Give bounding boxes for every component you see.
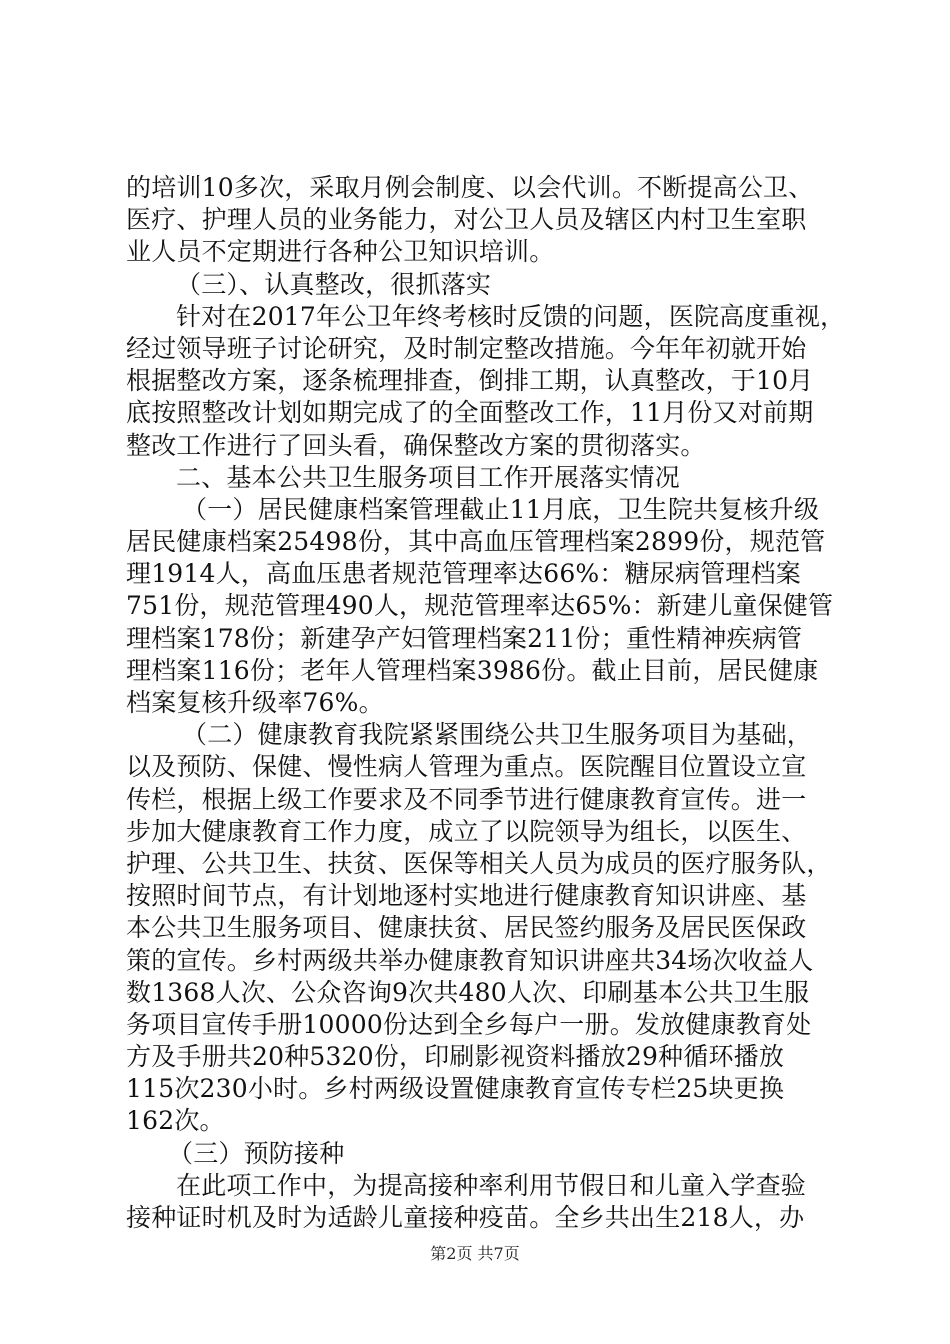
text-line: 数1368人次、公众咨询9次共480人次、印刷基本公共卫生服 [126,977,810,1007]
text-line: 居民健康档案25498份，其中高血压管理档案2899份，规范管 [126,527,826,557]
text-line: 医疗、护理人员的业务能力，对公卫人员及辖区内村卫生室职 [126,205,807,235]
text-line: 根据整改方案，逐条梳理排查，倒排工期，认真整改，于10月 [126,366,814,396]
text-line: 底按照整改计划如期完成了的全面整改工作，11月份又对前期 [126,398,814,428]
text-line: 业人员不定期进行各种公卫知识培训。 [126,237,555,267]
text-line: 在此项工作中，为提高接种率利用节假日和儿童入学查验 [176,1170,807,1200]
text-line: 步加大健康教育工作力度，成立了以院领导为组长，以医生、 [126,816,807,846]
text-line: 按照时间节点，有计划地逐村实地进行健康教育知识讲座、基 [126,881,807,911]
text-line: 理档案116份；老年人管理档案3986份。截止目前，居民健康 [126,655,819,685]
text-line: 本公共卫生服务项目、健康扶贫、居民签约服务及居民医保政 [126,913,807,943]
text-line: 方及手册共20种5320份，印刷影视资料播放29种循环播放 [126,1042,785,1072]
section-heading: 二、基本公共卫生服务项目工作开展落实情况 [176,462,681,492]
text-line: （一）居民健康档案管理截止11月底，卫生院共复核升级 [182,494,820,524]
text-line: （二）健康教育我院紧紧围绕公共卫生服务项目为基础， [182,720,813,750]
text-line: 护理、公共卫生、扶贫、医保等相关人员为成员的医疗服务队， [126,848,832,878]
section-heading: （三）预防接种 [168,1138,345,1168]
text-line: 理档案178份；新建孕产妇管理档案211份；重性精神疾病管 [126,623,803,653]
text-line: 策的宣传。乡村两级共举办健康教育知识讲座共34场次收益人 [126,945,814,975]
text-line: 针对在2017年公卫年终考核时反馈的问题，医院高度重视， [176,301,846,331]
document-body [126,172,846,1234]
page-number: 第2页 共7页 [430,1244,520,1263]
text-line: 经过领导班子讨论研究，及时制定整改措施。今年年初就开始 [126,333,807,363]
text-line: 162次。 [126,1106,225,1136]
text-line: 务项目宣传手册10000份达到全乡每户一册。发放健康教育处 [126,1009,812,1039]
page-footer [0,1244,950,1264]
text-line: 传栏，根据上级工作要求及不同季节进行健康教育宣传。进一 [126,784,807,814]
text-line: 的培训10多次，采取月例会制度、以会代训。不断提高公卫、 [126,173,814,202]
section-heading: （三）、认真整改，很抓落实 [176,269,492,299]
text-line: 以及预防、保健、慢性病人管理为重点。医院醒目位置设立宣 [126,752,807,782]
text-line: 751份，规范管理490人，规范管理率达65%：新建儿童保健管 [126,591,834,621]
text-line: 理1914人，高血压患者规范管理率达66%：糖尿病管理档案 [126,559,801,589]
text-line: 115次230小时。乡村两级设置健康教育宣传专栏25块更换 [126,1074,785,1104]
text-line: 接种证时机及时为适龄儿童接种疫苗。全乡共出生218人，办 [126,1203,805,1232]
text-line: 档案复核升级率76%。 [126,688,384,717]
text-line: 整改工作进行了回头看，确保整改方案的贯彻落实。 [126,430,706,460]
